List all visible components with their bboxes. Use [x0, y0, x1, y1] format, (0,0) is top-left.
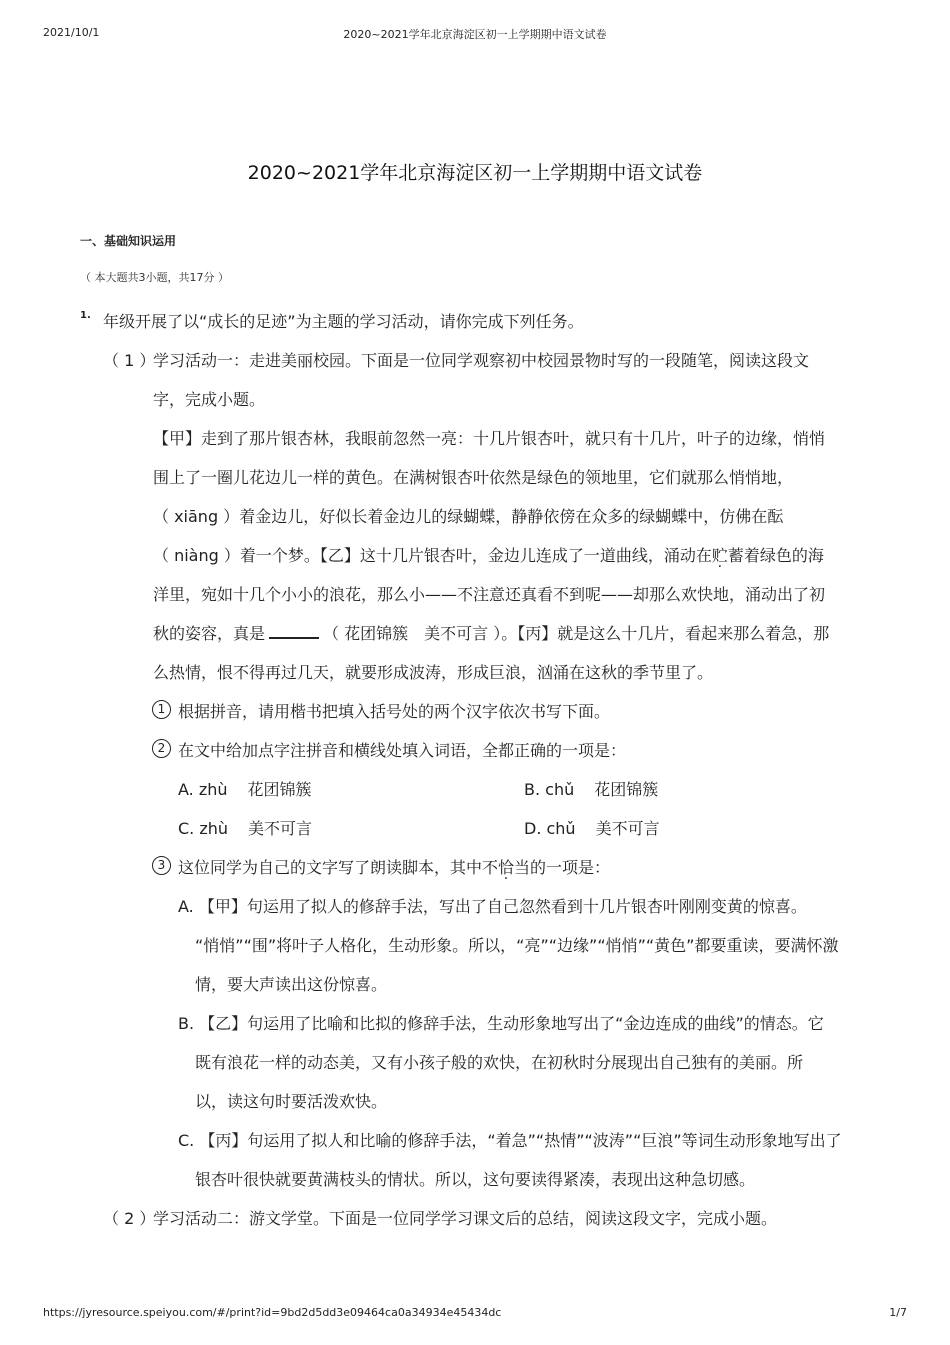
passage-line-2: 围上了一圈儿花边儿一样的黄色。在满树银杏叶依然是绿色的领地里，它们就那么悄悄地， [153, 468, 794, 487]
passage-line-6 [153, 614, 829, 653]
section-note: （ 本大题共3小题，共17分 ） [80, 271, 229, 284]
sub3-option-c-line-2: 银杏叶很快就要黄满枝头的情状。所以，这句要读得紧凑，表现出这种急切感。 [195, 1170, 756, 1189]
passage-line-6-post: （ 花团锦簇 美不可言 ）。【丙】就是这么十几片，看起来那么着急，那 [323, 624, 830, 643]
question-number: 1. [80, 310, 91, 321]
option-d-word: 美不可言 [595, 819, 660, 838]
sub3-option-c-line-1: C. 【丙】句运用了拟人和比喻的修辞手法，“着急”“热情”“波涛”“巨浪”等词生动形象地写出了 [178, 1131, 842, 1150]
passage-line-6-pre: 秋的姿容，真是 [153, 624, 266, 643]
sub3-text-pre: 这位同学为自己的文字写了朗读脚本，其中 [178, 858, 483, 877]
page-number: 1/7 [889, 1306, 907, 1319]
passage-line-4 [153, 536, 824, 575]
dotted-character: 贮 [711, 546, 728, 565]
passage-line-1: 【甲】走到了那片银杏林，我眼前忽然一亮：十几片银杏叶，就只有十几片，叶子的边缘，悄悄 [153, 429, 826, 448]
part2-text: 学习活动二：游文学堂。下面是一位同学学习课文后的总结，阅读这段文字，完成小题。 [153, 1209, 778, 1228]
sub3-text-post: 的一项是： [530, 858, 611, 877]
fill-blank [269, 623, 319, 639]
sub3-text [178, 848, 610, 887]
option-a-letter: A. zhù [178, 780, 228, 799]
passage-line-3: （ xiāng ）着金边儿，好似长着金边儿的绿蝴蝶，静静依傍在众多的绿蝴蝶中，仿佛在酝 [153, 507, 784, 526]
option-c-letter: C. zhù [178, 819, 229, 838]
part2-label: （ 2 ） [103, 1209, 156, 1228]
page-title: 2020~2021学年北京海淀区初一上学期期中语文试卷 [247, 162, 703, 184]
option-b-letter: B. chǔ [524, 780, 575, 799]
sub3-option-b-line-1: B. 【乙】句运用了比喻和比拟的修辞手法，生动形象地写出了“金边连成的曲线”的情态。它 [178, 1014, 824, 1033]
part1-label: （ 1 ） [103, 351, 156, 370]
option-c [178, 809, 312, 848]
passage-line-4-pre: （ niàng ）着一个梦。【乙】这十几片银杏叶，金边儿连成了一道曲线，涌动在 [153, 546, 712, 565]
sub2-text: 在文中给加点字注拼音和横线处填入词语，全都正确的一项是： [178, 741, 627, 760]
sub3-option-a-line-1: A. 【甲】句运用了拟人的修辞手法，写出了自己忽然看到十几片银杏叶刚刚变黄的惊喜。 [178, 897, 807, 916]
part1-line-2: 字，完成小题。 [153, 390, 266, 409]
print-header-title: 2020~2021学年北京海淀区初一上学期期中语文试卷 [343, 28, 607, 41]
option-a-word: 花团锦簇 [247, 780, 312, 799]
option-a [178, 770, 312, 809]
print-date: 2021/10/1 [43, 26, 100, 39]
sub3-option-b-line-2: 既有浪花一样的动态美，又有小孩子般的欢快，在初秋时分展现出自己独有的美丽。所 [195, 1053, 804, 1072]
option-b [524, 770, 658, 809]
sub3-option-a-line-2: “悄悄”“围”将叶子人格化，生动形象。所以，“亮”“边缘”“悄悄”“黄色”都要重读，要满怀激 [195, 936, 839, 955]
footer-url: https://jyresource.speiyou.com/#/print?id=9bd2d5dd3e09464ca0a34934e45434dc [43, 1306, 502, 1319]
question-stem: 年级开展了以“成长的足迹”为主题的学习活动，请你完成下列任务。 [103, 312, 584, 331]
passage-line-4-post: 蓄着绿色的海 [727, 546, 824, 565]
sub3-option-a-line-3: 情，要大声读出这份惊喜。 [195, 975, 388, 994]
passage-line-7: 么热情，恨不得再过几天，就要形成波涛，形成巨浪，汹涌在这秋的季节里了。 [153, 663, 714, 682]
sub3-dotted-words: 不恰当 [482, 858, 531, 877]
option-d-letter: D. chǔ [524, 819, 576, 838]
sub3-option-b-line-3: 以，读这句时要活泼欢快。 [195, 1092, 388, 1111]
option-b-word: 花团锦簇 [594, 780, 659, 799]
circled-number-1: 1 [152, 700, 171, 719]
option-c-word: 美不可言 [248, 819, 313, 838]
section-heading: 一、基础知识运用 [80, 234, 177, 248]
option-d [524, 809, 660, 848]
circled-number-3: 3 [152, 856, 171, 875]
sub1-text: 根据拼音，请用楷书把填入括号处的两个汉字依次书写下面。 [178, 702, 611, 721]
circled-number-2: 2 [152, 739, 171, 758]
passage-line-5: 洋里，宛如十几个小小的浪花，那么小——不注意还真看不到呢——却那么欢快地，涌动出了初 [153, 585, 826, 604]
part1-line-1: 学习活动一：走进美丽校园。下面是一位同学观察初中校园景物时写的一段随笔，阅读这段文 [153, 351, 810, 370]
